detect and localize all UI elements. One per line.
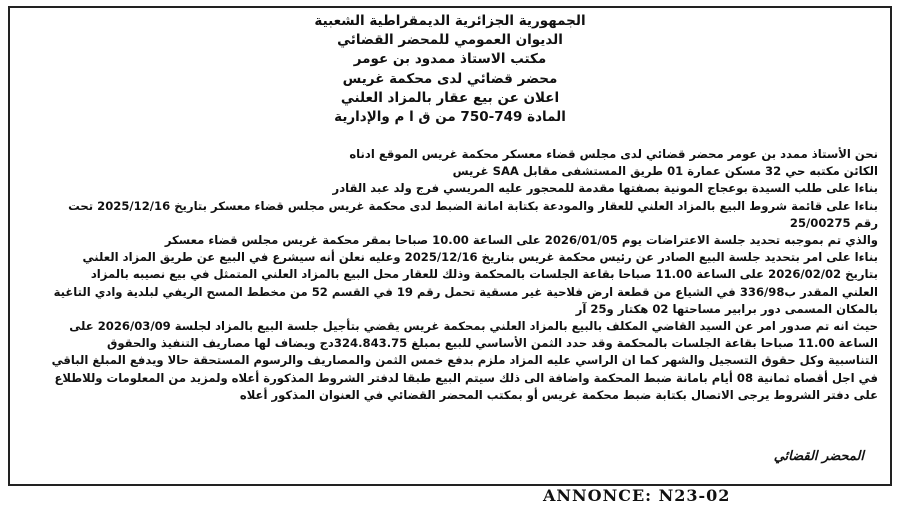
body-line: الساعة 11.00 صباحا بقاعة الجلسات بالمحكمة وقد حدد الثمن الأساسي للبيع بمبلغ 324.843.75دج ويضاف لها مصاريف التنفيذ والحقوق (107, 336, 878, 351)
header-republic: الجمهورية الجزائرية الديمقراطية الشعبية (314, 13, 586, 29)
body-line: رقم 25/00275 (789, 215, 878, 230)
notice-title: اعلان عن بيع عقار بالمزاد العلني (340, 89, 560, 106)
header-office: الديوان العمومي للمحضر القضائي (337, 32, 563, 49)
body-line: بناءا على امر بتحديد جلسة البيع الصادر عن رئيس محكمة غريس بتاريخ 2025/12/16 وعليه نعلن أنه سيشرع في البيع عن طريق المزاد العلني (82, 250, 878, 265)
notice-frame (8, 6, 892, 486)
header-bailiff-office: مكتب الاستاذ ممدود بن عومر (353, 51, 547, 68)
body-line: بتاريخ 2026/02/02 على الساعة 11.00 صباحا بقاعة الجلسات بالمحكمة وذلك للعقار محل البيع بالمزاد العلني المتمثل في بيع نصيبه بالمزاد (90, 267, 878, 282)
body-line: نحن الأستاذ ممدد بن عومر محضر قضائي لدى مجلس قضاء معسكر محكمة غريس الموقع ادناه (349, 147, 878, 161)
signature: المحضر القضائي (773, 449, 864, 464)
body-line: بالمكان المسمى دور برابير مساحتها 02 هكتار و25 آر (575, 301, 878, 316)
body-line: بناءا على طلب السيدة بوعجاج المونية بصفتها مقدمة للمحجور عليه المريسي فرج ولد عبد القادر (332, 181, 878, 196)
body-line: العلني المقدر ب336/98 في الشياع من قطعة ارض فلاحية غير مسقية تحمل رقم 19 في القسم 52 من مخطط المسح الريفي لبلدية وادي التاغية (53, 284, 878, 299)
header-court: محضر قضائي لدى محكمة غريس (342, 70, 558, 87)
body-line: على دفتر الشروط يرجى الاتصال بكتابة ضبط محكمة غريس أو بمكتب المحضر القضائي في العنوان المذكور أعلاه (239, 387, 878, 402)
header-article: المادة 749-750 من ق ا م والإدارية (334, 109, 566, 126)
annonce-number: ANNONCE: N23-02 (543, 486, 731, 505)
body-line: والذي تم بموجبه تحديد جلسة الاعتراضات يوم 2026/01/05 على الساعة 10.00 صباحا بمقر محكمة غريس مجلس قضاء معسكر (164, 233, 878, 248)
notice-header (10, 12, 890, 127)
notice-body (22, 146, 878, 404)
body-line: الكائن مكتبه حي 32 مسكن عمارة 01 طريق المستشفى مقابل SAA غريس (452, 164, 878, 179)
body-line: بناءا على قائمة شروط البيع بالمزاد العلني للعقار والمودعة بكتابة امانة الضبط لدى محكمة غريس مجلس قضاء معسكر بتاريخ 2025/12/16 تحت (68, 198, 878, 213)
body-line: في اجل أقصاه ثمانية 08 أيام بامانة ضبط المحكمة واضافة الى ذلك سيتم البيع طبقا لدفتر الشروط المذكورة أعلاه ولمزيد من المعلومات وللاطلاع (54, 370, 878, 385)
body-line: التناسبية وكل حقوق التسجيل والشهر كما ان الراسي عليه المزاد ملزم بدفع خمس الثمن والمصاريف والرسوم المستحقة حالا ويدفع المبلغ الباقي (51, 353, 878, 368)
body-line: حيث انه تم صدور امر عن السيد القاضي المكلف بالبيع بالمزاد العلني بمحكمة غريس يقضي بتأجيل جلسة البيع بالمزاد لجلسة 2026/03/09 على (69, 319, 878, 334)
